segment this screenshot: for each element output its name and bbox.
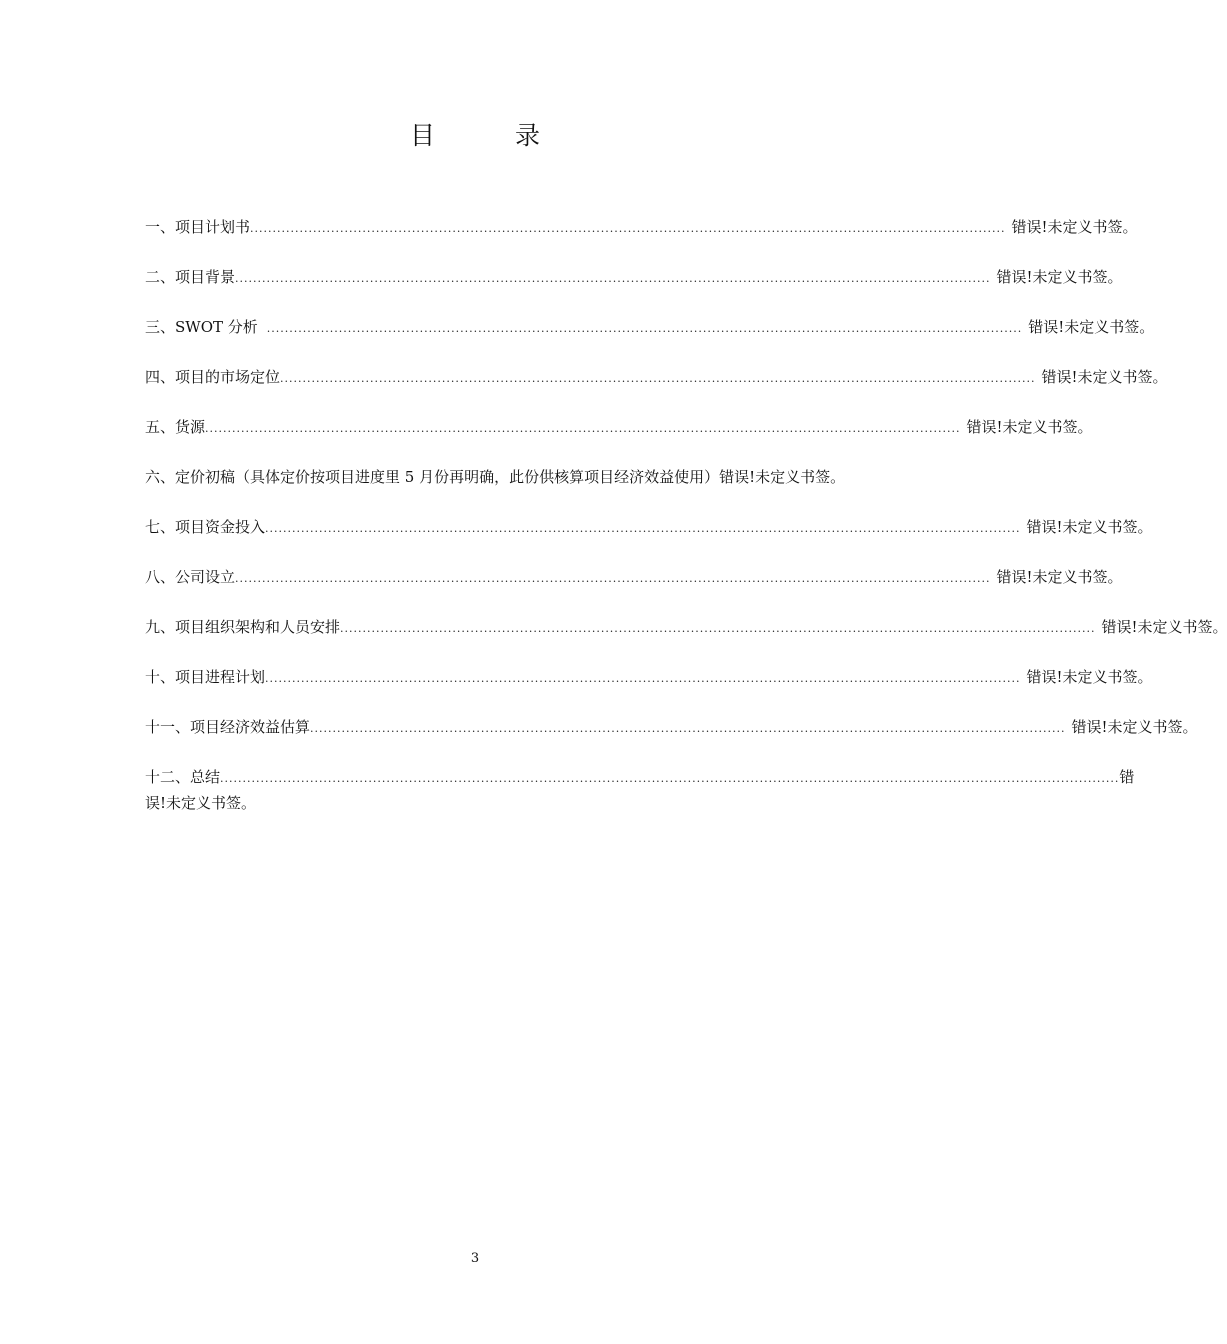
toc-entry-line [145, 765, 1135, 791]
toc-entry-ref: 错误!未定义书签。 [1026, 668, 1153, 686]
toc-entry-label: 八、公司设立 [145, 568, 236, 586]
toc-entry-2[interactable] [145, 265, 1123, 290]
toc-entry-label: 五、货源 [145, 418, 206, 436]
dot-leader: ........................................................................................................................................................................ [310, 722, 1066, 735]
toc-entry-label: 九、项目组织架构和人员安排 [145, 618, 341, 636]
dot-leader: ........................................................................................................................................................................ [265, 672, 1021, 685]
toc-entry-label: 十二、总结 [145, 768, 221, 786]
toc-entry-ref-continued: 误!未定义书签。 [145, 794, 257, 812]
dot-leader: ........................................................................................................................................................................ [205, 422, 961, 435]
dot-leader: ........................................................................................................................................................................ [257, 322, 1023, 335]
toc-entry-4[interactable] [145, 365, 1168, 390]
toc-entry-6[interactable] [145, 465, 915, 490]
toc-entry-10[interactable] [145, 665, 1153, 690]
toc-entry-label: 四、项目的市场定位 [145, 368, 281, 386]
toc-entry-ref: 错误!未定义书签。 [996, 268, 1123, 286]
toc-entry-ref: 错误!未定义书签。 [966, 418, 1093, 436]
toc-entry-ref: 错误!未定义书签。 [1041, 368, 1168, 386]
toc-entry-ref: 错 [1119, 768, 1135, 786]
toc-entry-label: 六、定价初稿（具体定价按项目进度里 5 月份再明确，此份供核算项目经济效益使用） [145, 468, 720, 486]
toc-entry-ref: 错误!未定义书签。 [1071, 718, 1198, 736]
toc-entry-3[interactable] [145, 315, 1155, 340]
toc-entry-label: 二、项目背景 [145, 268, 236, 286]
page-title: 目 录 [410, 121, 576, 150]
dot-leader: ........................................................................................................................................................................ [340, 622, 1096, 635]
toc-entry-label: 一、项目计划书 [145, 218, 251, 236]
toc-entry-12[interactable] [145, 765, 1135, 816]
dot-leader: ........................................................................................................................................................................ [250, 222, 1006, 235]
toc-entry-11[interactable] [145, 715, 1198, 740]
dot-leader: ........................................................................................................................................................................ [280, 372, 1036, 385]
toc-entry-ref: 错误!未定义书签。 [719, 468, 846, 486]
toc-entry-ref: 错误!未定义书签。 [1028, 318, 1155, 336]
toc-entry-ref: 错误!未定义书签。 [1101, 618, 1227, 636]
page-number: 3 [470, 1251, 480, 1266]
dot-leader: ........................................................................................................................................................................ [235, 572, 991, 585]
toc-entry-9[interactable] [145, 615, 1227, 640]
toc-entry-ref: 错误!未定义书签。 [1011, 218, 1138, 236]
toc-entry-1[interactable] [145, 215, 1138, 240]
toc-entry-label: 十一、项目经济效益估算 [145, 718, 311, 736]
dot-leader: ........................................................................................................................................................................................................ [220, 772, 1120, 785]
toc-entry-ref: 错误!未定义书签。 [996, 568, 1123, 586]
toc-entry-7[interactable] [145, 515, 1153, 540]
table-of-contents [145, 215, 1227, 841]
toc-entry-label: 十、项目进程计划 [145, 668, 266, 686]
dot-leader: ........................................................................................................................................................................ [265, 522, 1021, 535]
toc-entry-5[interactable] [145, 415, 1093, 440]
toc-entry-label: 三、SWOT 分析 [145, 318, 258, 336]
dot-leader: ........................................................................................................................................................................ [235, 272, 991, 285]
toc-entry-label: 七、项目资金投入 [145, 518, 266, 536]
toc-entry-ref: 错误!未定义书签。 [1026, 518, 1153, 536]
toc-entry-8[interactable] [145, 565, 1123, 590]
